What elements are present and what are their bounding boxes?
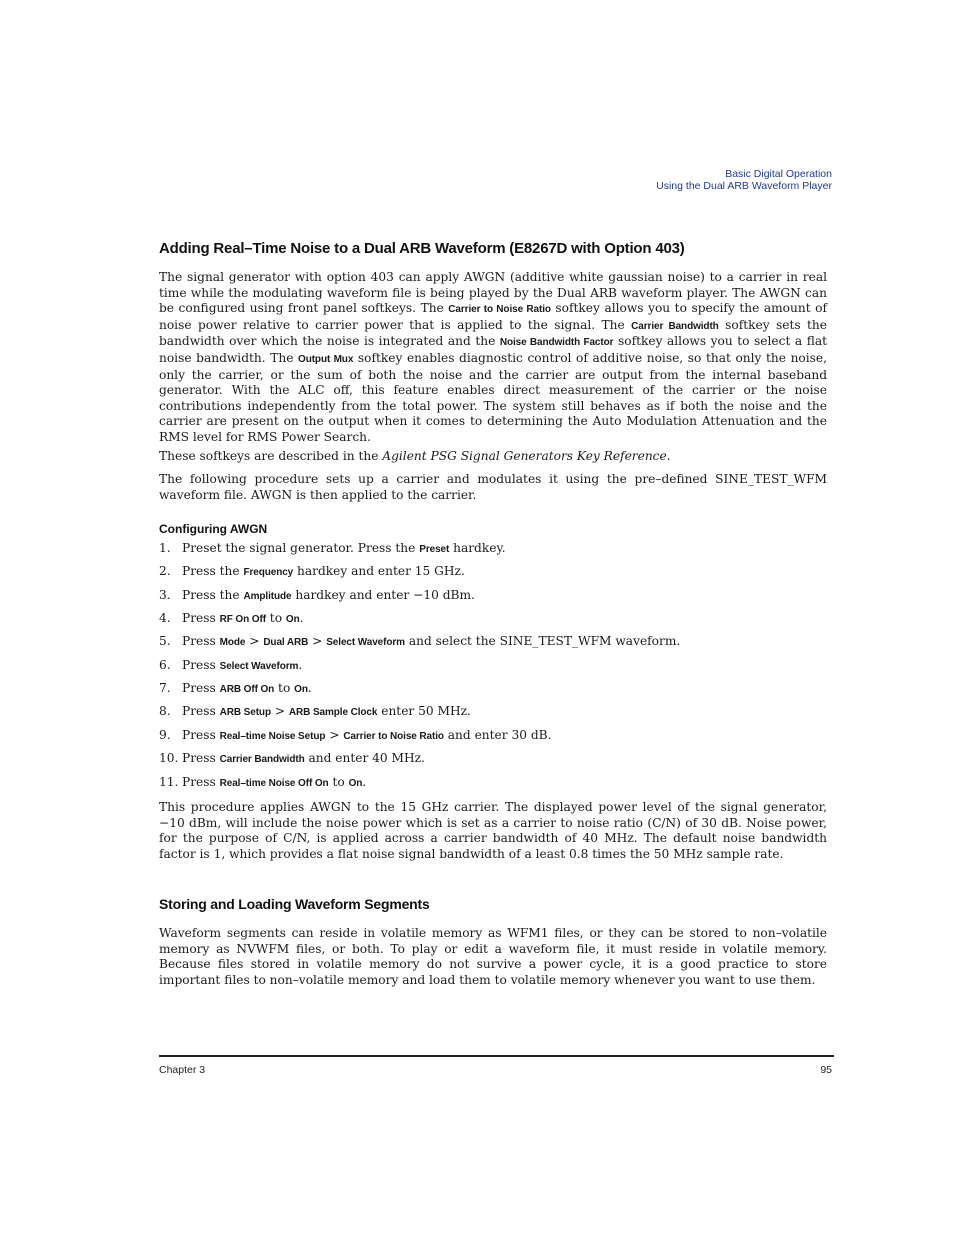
reference-paragraph: These softkeys are described in the Agilent PSG Signal Generators Key Reference. [159, 449, 671, 463]
hardkey-frequency: Frequency [243, 567, 294, 578]
softkey-realtime-noise-off-on: Real–time Noise Off On [219, 778, 329, 789]
softkey-select-waveform: Select Waveform [326, 637, 405, 648]
softkey-arb-off-on: ARB Off On [219, 684, 275, 695]
hardkey-mode: Mode [219, 637, 246, 648]
softkey-arb-sample-clock: ARB Sample Clock [288, 707, 378, 718]
softkey-on: On [285, 614, 300, 625]
hardkey-amplitude: Amplitude [243, 591, 292, 602]
procedure-step: 9. Press Real–time Noise Setup > Carrier to Noise Ratio and enter 30 dB. [159, 728, 552, 742]
softkey-realtime-noise-setup: Real–time Noise Setup [219, 731, 326, 742]
procedure-step: 4. Press RF On Off to On. [159, 611, 304, 625]
softkey-dual-arb: Dual ARB [263, 637, 309, 648]
footer-page-number: 95 [820, 1064, 832, 1076]
softkey-arb-setup: ARB Setup [219, 707, 271, 718]
running-header-chapter: Basic Digital Operation [725, 168, 832, 180]
procedure-step: 8. Press ARB Setup > ARB Sample Clock enter 50 MHz. [159, 704, 471, 718]
footer-rule [159, 1055, 834, 1057]
storing-paragraph: Waveform segments can reside in volatile memory as WFM1 files, or they can be stored to non–volatile memory as NVWFM files, or both. To play or edit a waveform file, it must reside in volatile memory. Because files stored in volatile memory do not survive a power cycle, it is a good practice to store important files to non–volatile memory and load them to volatile memory whenever you want to use them. [159, 926, 827, 987]
intro-paragraph: The signal generator with option 403 can apply AWGN (additive white gaussian noise) to a carrier in real time while the modulating waveform file is being played by the Dual ARB waveform player. The AWGN can be configured using front panel softkeys. The Carrier to Noise Ratio softkey allows you to specify the amount of noise power relative to carrier power that is applied to the signal. The Carrier Bandwidth softkey sets the bandwidth over which the noise is integrated and the Noise Bandwidth Factor softkey allows you to select a flat noise bandwidth. The Output Mux softkey enables diagnostic control of additive noise, so that only the noise, only the carrier, or the sum of both the noise and the carrier are output from the internal baseband generator. With the ALC off, this feature enables direct measurement of the carrier or the noise contributions independently from the total power. The system still behaves as if both the noise and the carrier are present on the output when it comes to determining the Auto Modulation Attenuation and the RMS level for RMS Power Search. [159, 270, 828, 444]
procedure-step: 10. Press Carrier Bandwidth and enter 40 MHz. [159, 751, 425, 765]
softkey-noise-bandwidth-factor: Noise Bandwidth Factor [499, 337, 614, 349]
key-reference-title: Agilent PSG Signal Generators Key Reference [382, 449, 667, 463]
softkey-on: On [348, 778, 363, 789]
procedure-step: 7. Press ARB Off On to On. [159, 681, 312, 695]
procedure-step: 3. Press the Amplitude hardkey and enter −10 dBm. [159, 588, 475, 602]
footer-chapter: Chapter 3 [159, 1064, 206, 1076]
section-heading-realtime-noise: Adding Real–Time Noise to a Dual ARB Waveform (E8267D with Option 403) [159, 240, 685, 257]
procedure-result-paragraph: This procedure applies AWGN to the 15 GHz carrier. The displayed power level of the signal generator, −10 dBm, will include the noise power which is set as a carrier to noise ratio (C/N) of 30 dB. Noise power, for the purpose of C/N, is applied across a carrier bandwidth of 40 MHz. The default noise bandwidth factor is 1, which provides a flat noise signal bandwidth of a least 0.8 times the 50 MHz sample rate. [159, 800, 827, 861]
procedure-step: 5. Press Mode > Dual ARB > Select Waveform and select the SINE_TEST_WFM waveform. [159, 634, 681, 648]
softkey-select-waveform: Select Waveform [219, 661, 299, 672]
softkey-rf-on-off: RF On Off [219, 614, 266, 625]
section-heading-storing-loading: Storing and Loading Waveform Segments [159, 896, 430, 912]
procedure-heading: Configuring AWGN [159, 522, 268, 536]
hardkey-preset: Preset [419, 544, 450, 555]
running-header-section: Using the Dual ARB Waveform Player [656, 180, 832, 192]
softkey-carrier-bandwidth: Carrier Bandwidth [219, 754, 305, 765]
procedure-intro-paragraph: The following procedure sets up a carrier and modulates it using the pre–defined SINE_TEST_WFM waveform file. AWGN is then applied to the carrier. [159, 472, 827, 502]
procedure-step: 11. Press Real–time Noise Off On to On. [159, 775, 367, 789]
softkey-carrier-to-noise-ratio: Carrier to Noise Ratio [343, 731, 444, 742]
softkey-carrier-to-noise-ratio: Carrier to Noise Ratio [448, 304, 551, 316]
softkey-output-mux: Output Mux [298, 353, 354, 365]
procedure-step: 6. Press Select Waveform. [159, 658, 303, 672]
softkey-carrier-bandwidth: Carrier Bandwidth [631, 320, 719, 332]
procedure-step: 1. Preset the signal generator. Press the Preset hardkey. [159, 541, 506, 555]
procedure-step: 2. Press the Frequency hardkey and enter 15 GHz. [159, 564, 465, 578]
softkey-on: On [294, 684, 308, 695]
